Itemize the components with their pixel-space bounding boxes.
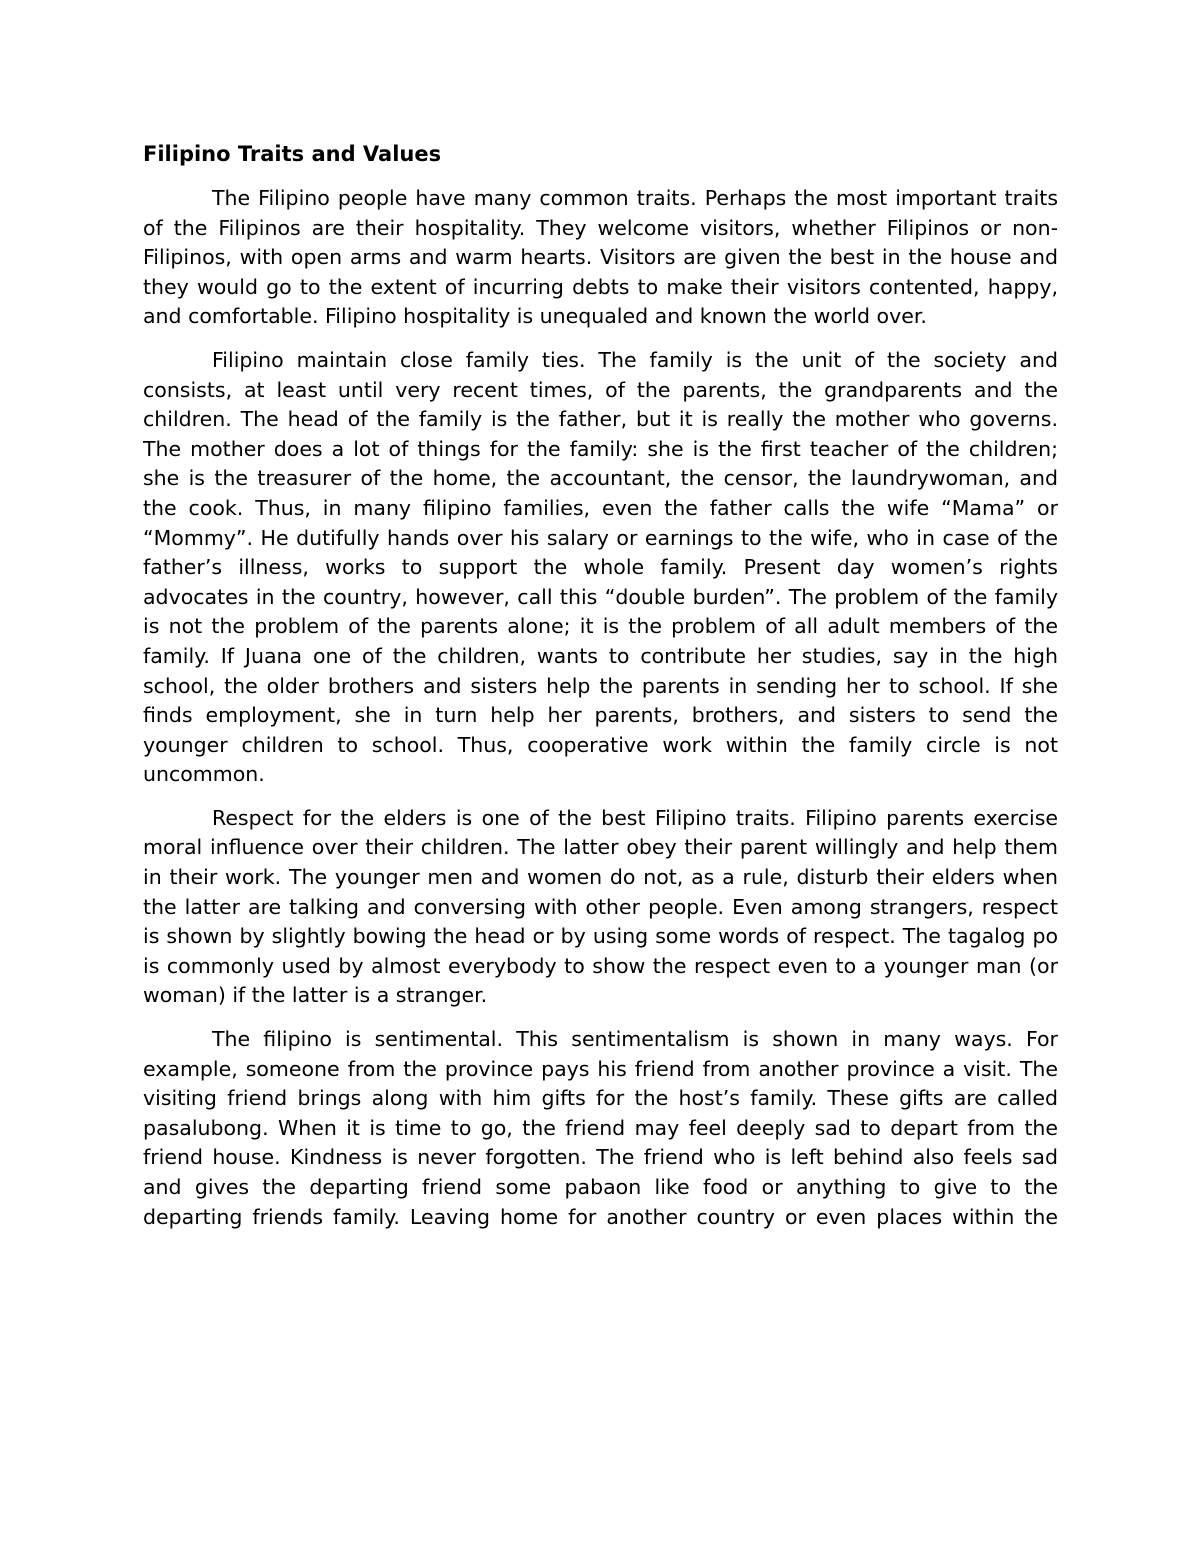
document-page	[143, 138, 1058, 1232]
paragraph-respect-elders: Respect for the elders is one of the best Filipino traits. Filipino parents exercise moral influence over their children. The latter obey their parent willingly and help them in their work. The younger men and women do not, as a rule, disturb their elders when the latter are talking and conversing with other people. Even among strangers, respect is shown by slightly bowing the head or by using some words of respect. The tagalog po is commonly used by almost everybody to show the respect even to a younger man (or woman) if the latter is a stranger.	[143, 805, 1058, 1008]
document-title: Filipino Traits and Values	[143, 142, 442, 166]
paragraph-family-ties: Filipino maintain close family ties. The family is the unit of the society and consists, at least until very recent times, of the parents, the grandparents and the children. The head of the family is the father, but it is really the mother who governs. The mother does a lot of things for the family: she is the first teacher of the children; she is the treasurer of the home, the accountant, the censor, the laundrywoman, and the cook. Thus, in many filipino families, even the father calls the wife “Mama” or “Mommy”. He dutifully hands over his salary or earnings to the wife, who in case of the father’s illness, works to support the whole family. Present day women’s rights advocates in the country, however, call this “double burden”. The problem of the family is not the problem of the parents alone; it is the problem of all adult members of the family. If Juana one of the children, wants to contribute her studies, say in the high school, the older brothers and sisters help the parents in sending her to school. If she finds employment, she in turn help her parents, brothers, and sisters to send the younger children to school. Thus, cooperative work within the family circle is not uncommon.	[143, 347, 1058, 787]
paragraph-hospitality: The Filipino people have many common traits. Perhaps the most important traits of the Filipinos are their hospitality. They welcome visitors, whether Filipinos or non- Filipinos, with open arms and warm hearts. Visitors are given the best in the house and they would go to the extent of incurring debts to make their visitors contented, happy, and comfortable. Filipino hospitality is unequaled and known the world over.	[143, 186, 1058, 329]
paragraph-sentimental: The filipino is sentimental. This sentimentalism is shown in many ways. For example, someone from the province pays his friend from another province a visit. The visiting friend brings along with him gifts for the host’s family. These gifts are called pasalubong. When it is time to go, the friend may feel deeply sad to depart from the friend house. Kindness is never forgotten. The friend who is left behind also feels sad and gives the departing friend some pabaon like food or anything to give to the departing friends family. Leaving home for another country or even places within the	[143, 1027, 1058, 1229]
